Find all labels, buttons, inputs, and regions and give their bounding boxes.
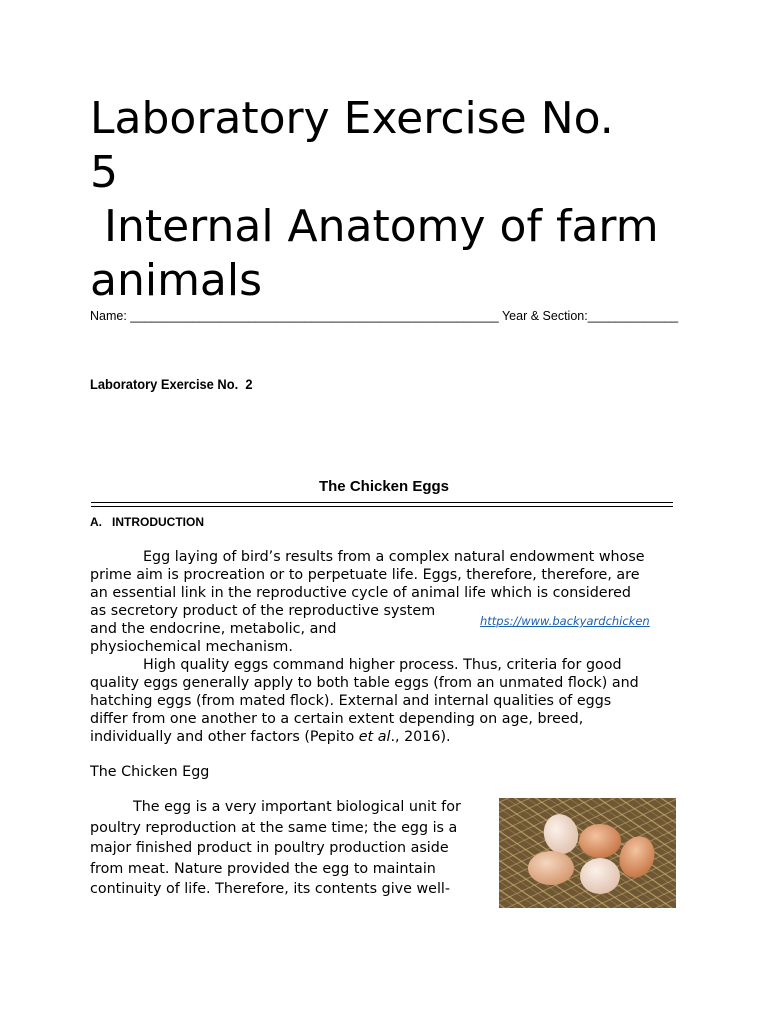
p3-line-1: The egg is a very important biological unit for [133,799,461,815]
source-link[interactable]: https://www.backyardchicken [480,614,650,628]
p3-line-4: from meat. Nature provided the egg to maintain [90,860,436,877]
paragraph-1 [90,548,674,656]
p1-line-4: as secretory product of the reproductive system [90,603,436,619]
title-line-2: 5 [90,147,118,198]
p1-line-6: physiochemical mechanism. [90,639,293,655]
p3-line-2: poultry reproduction at the same time; the egg is a [90,819,458,836]
section-title [0,478,768,495]
eggs-photo-svg [499,798,676,908]
p3-line-5: continuity of life. Therefore, its contents give well- [90,881,451,898]
eggs-in-straw-photo [499,798,676,908]
lab-exercise-label: Laboratory Exercise No. 2 [90,376,253,392]
p1-line-1: Egg laying of bird’s results from a complex natural endowment whose [143,549,645,565]
egg-2 [579,824,621,858]
intro-heading [90,515,204,529]
p2-line-3: hatching eggs (from mated flock). External and internal qualities of eggs [90,693,612,709]
p2-citation-italic: et al [358,729,391,745]
egg-5 [580,858,620,894]
paragraph-2 [90,656,674,746]
p3-line-3: major finished product in poultry production aside [90,840,449,857]
name-section-field: Name: _____________________________________________________ Year & Section:_____________ [90,309,679,323]
p1-line-5: and the endocrine, metabolic, and [90,621,337,637]
p2-line-1: High quality eggs command higher process. Thus, criteria for good [143,657,622,673]
p2-line-2: quality eggs generally apply to both table eggs (from an unmated flock) and [90,675,639,691]
document-title [90,92,710,308]
p2-line-5 [90,728,674,746]
title-line-1: Laboratory Exercise No. [90,93,614,144]
paragraph-3 [90,797,490,900]
p1-line-3: an essential link in the reproductive cycle of animal life which is considered [90,585,631,601]
p2-line-5-before: individually and other factors (Pepito [90,729,359,745]
p2-line-5-after: ., 2016). [390,729,451,745]
divider-top [91,502,673,503]
p2-line-4: differ from one another to a certain extent depending on age, breed, [90,711,584,727]
p1-line-2: prime aim is procreation or to perpetuate life. Eggs, therefore, therefore, are [90,567,640,583]
intro-heading-text: INTRODUCTION [112,515,204,529]
title-line-3: Internal Anatomy of farm [90,201,659,252]
subheading: The Chicken Egg [90,764,210,780]
section-title-text: The Chicken Eggs [318,478,450,495]
intro-number: A. [90,515,102,529]
divider-bottom [91,506,673,507]
egg-4 [528,851,574,885]
title-line-4: animals [90,255,263,306]
